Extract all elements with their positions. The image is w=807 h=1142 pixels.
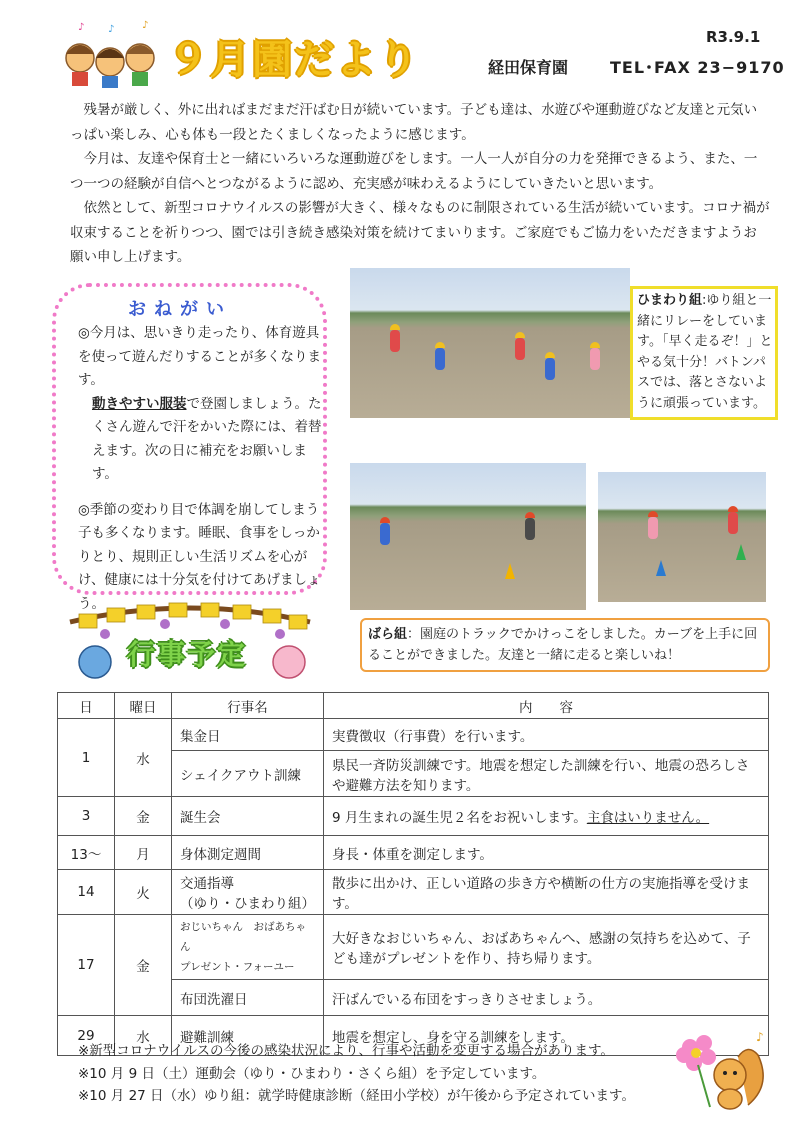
event-name: おじいちゃん おばあちゃん bbox=[180, 921, 306, 953]
child-hat bbox=[390, 324, 400, 330]
table-row bbox=[58, 870, 769, 915]
child-hat bbox=[648, 511, 658, 517]
note: ※新型コロナウイルスの今後の感染状況により、行事や活動を変更する場合があります。 bbox=[78, 1043, 614, 1059]
content-text: 9 月生まれの誕生児２名をお祝いします。 bbox=[332, 810, 587, 826]
content-emphasis: 主食はいりません。 bbox=[586, 810, 710, 826]
weekday-cell: 金 bbox=[115, 915, 172, 1016]
schedule-title: 行事予定 bbox=[127, 638, 248, 671]
weekday-cell: 月 bbox=[115, 836, 172, 870]
day-cell: 13～ bbox=[58, 836, 115, 870]
table-row bbox=[58, 915, 769, 980]
content-cell: 散歩に出かけ、正しい道路の歩き方や横断の仕方の実施指導を受けます。 bbox=[324, 870, 769, 915]
col-header-event: 行事名 bbox=[172, 693, 324, 719]
curve-photo bbox=[598, 472, 766, 602]
schedule-table bbox=[57, 692, 769, 1056]
weekday-cell: 水 bbox=[115, 1016, 172, 1056]
svg-text:♪: ♪ bbox=[142, 20, 149, 31]
bara-label: ばら組 bbox=[368, 627, 408, 642]
intro-paragraph: 依然として、新型コロナウイルスの影響が大きく、様々なものに制限されている生活が続いています。コロナ禍が収束することを祈りつつ、園では引き続き感染対策を続けてまいります。ご家庭でもご協力をいただきますようお願い申し上げます。 bbox=[70, 200, 770, 265]
child-hat bbox=[435, 342, 445, 348]
event-cell: 誕生会 bbox=[172, 797, 324, 836]
event-name-sub: （ゆり・ひまわり組） bbox=[180, 896, 315, 912]
request-emphasis: 動きやすい服装 bbox=[92, 395, 187, 412]
child-figure bbox=[515, 338, 525, 360]
child-figure bbox=[390, 330, 400, 352]
cone bbox=[656, 560, 666, 576]
request-item-1-text-b: で登園しましょう。たくさん遊んで汗をかいた際には、着替えます。次の日に補充をお願いします。 bbox=[92, 395, 322, 482]
note: ※10 月 9 日（土）運動会（ゆり・ひまわり・さくら組）を予定しています。 bbox=[78, 1065, 546, 1082]
request-item-1 bbox=[78, 322, 322, 393]
content-cell: 地震を想定し、身を守る訓練をします。 bbox=[324, 1016, 769, 1056]
child-figure bbox=[380, 523, 390, 545]
intro-paragraph: 残暑が厳しく、外に出ればまだまだ汗ばむ日が続いています。子ども達は、水遊びや運動遊びなど友達と元気いっぱい楽しみ、心も体も一段とたくましくなったように感じます。 bbox=[70, 102, 758, 143]
himawari-label: ひまわり組 bbox=[637, 293, 703, 308]
event-name-sub: プレゼント・フォーユー bbox=[180, 961, 295, 973]
school-name: 経田保育園 bbox=[488, 58, 569, 77]
svg-text:♪: ♪ bbox=[756, 1030, 764, 1044]
intro-text bbox=[70, 98, 770, 270]
weekday-cell: 火 bbox=[115, 870, 172, 915]
event-name: 交通指導 bbox=[180, 876, 234, 892]
day-cell: 1 bbox=[58, 719, 115, 797]
request-title: おねがい bbox=[128, 299, 232, 320]
weekday-cell: 金 bbox=[115, 797, 172, 836]
child-figure bbox=[590, 348, 600, 370]
squirrel-flower-illustration bbox=[668, 1025, 773, 1115]
content-cell: 大好きなおじいちゃん、おばあちゃんへ、感謝の気持ちを込めて、子ども達がプレゼントを作り、持ち帰ります。 bbox=[324, 915, 769, 980]
content-cell: 県民一斉防災訓練です。地震を想定した訓練を行い、地震の恐ろしさや避難方法を知ります。 bbox=[324, 751, 769, 797]
event-cell: 布団洗濯日 bbox=[172, 980, 324, 1016]
event-cell: 集金日 bbox=[172, 719, 324, 751]
content-cell: 汗ばんでいる布団をすっきりさせましょう。 bbox=[324, 980, 769, 1016]
request-item-1-text: ◎今月は、思いきり走ったり、体育遊具を使って遊んだりすることが多くなります。 bbox=[78, 325, 321, 388]
content-cell: 身長・体重を測定します。 bbox=[324, 836, 769, 870]
table-row bbox=[58, 836, 769, 870]
child-hat bbox=[525, 512, 535, 518]
event-cell bbox=[172, 870, 324, 915]
content-cell: 実費徴収（行事費）を行います。 bbox=[324, 719, 769, 751]
child-figure bbox=[545, 358, 555, 380]
table-header-row bbox=[58, 693, 769, 719]
svg-text:♪: ♪ bbox=[108, 24, 115, 35]
request-item-1-cont bbox=[78, 393, 322, 487]
child-hat bbox=[728, 506, 738, 512]
content-cell bbox=[324, 797, 769, 836]
request-body bbox=[78, 322, 322, 616]
child-figure bbox=[648, 517, 658, 539]
day-cell: 17 bbox=[58, 915, 115, 1016]
himawari-caption bbox=[637, 291, 777, 414]
note: ※10 月 27 日（水）ゆり組：就学時健康診断（経田小学校）が午後から予定されています。 bbox=[78, 1088, 635, 1104]
table-row bbox=[58, 797, 769, 836]
cone bbox=[505, 563, 515, 579]
event-cell: 身体測定週間 bbox=[172, 836, 324, 870]
bara-text: ：園庭のトラックでかけっこをしました。カーブを上手に回ることができました。友達と一緒に走ると楽しいね！ bbox=[368, 627, 758, 663]
child-figure bbox=[525, 518, 535, 540]
weekday-cell: 水 bbox=[115, 719, 172, 797]
event-cell: シェイクアウト訓練 bbox=[172, 751, 324, 797]
relay-photo bbox=[350, 268, 630, 418]
day-cell: 3 bbox=[58, 797, 115, 836]
child-figure bbox=[728, 512, 738, 534]
child-hat bbox=[515, 332, 525, 338]
event-cell bbox=[172, 915, 324, 980]
bara-caption bbox=[368, 624, 768, 666]
footer-notes bbox=[78, 1040, 698, 1108]
phone-number: TEL･FAX 23−9170 bbox=[610, 58, 785, 77]
col-header-weekday: 曜日 bbox=[115, 693, 172, 719]
col-header-day: 日 bbox=[58, 693, 115, 719]
page-title: ９月園だより bbox=[168, 37, 420, 83]
issue-date: R3.9.1 bbox=[706, 28, 761, 46]
cone bbox=[736, 544, 746, 560]
event-cell: 避難訓練 bbox=[172, 1016, 324, 1056]
himawari-text: :ゆり組と一緒にリレーをしています。「早く走るぞ！」とやる気十分！バトンパスでは、落とさないように頑張っています。 bbox=[637, 293, 773, 411]
child-figure bbox=[435, 348, 445, 370]
request-item-2: ◎季節の変わり目で体調を崩してしまう子も多くなります。睡眠、食事をしっかりとり、規則正しい生活リズムを心がけ、健康には十分気を付けてあげましょう。 bbox=[78, 501, 321, 612]
child-hat bbox=[590, 342, 600, 348]
child-hat bbox=[380, 517, 390, 523]
child-hat bbox=[545, 352, 555, 358]
day-cell: 14 bbox=[58, 870, 115, 915]
track-photo bbox=[350, 463, 586, 610]
svg-text:♪: ♪ bbox=[78, 22, 85, 33]
col-header-content: 内 容 bbox=[324, 693, 769, 719]
children-illustration bbox=[58, 18, 163, 90]
intro-paragraph: 今月は、友達や保育士と一緒にいろいろな運動遊びをします。一人一人が自分の力を発揮できるよう、また、一つ一つの経験が自信へとつながるように認め、充実感が味わえるようにしていきたいと思います。 bbox=[70, 151, 758, 192]
day-cell: 29 bbox=[58, 1016, 115, 1056]
table-row bbox=[58, 719, 769, 751]
